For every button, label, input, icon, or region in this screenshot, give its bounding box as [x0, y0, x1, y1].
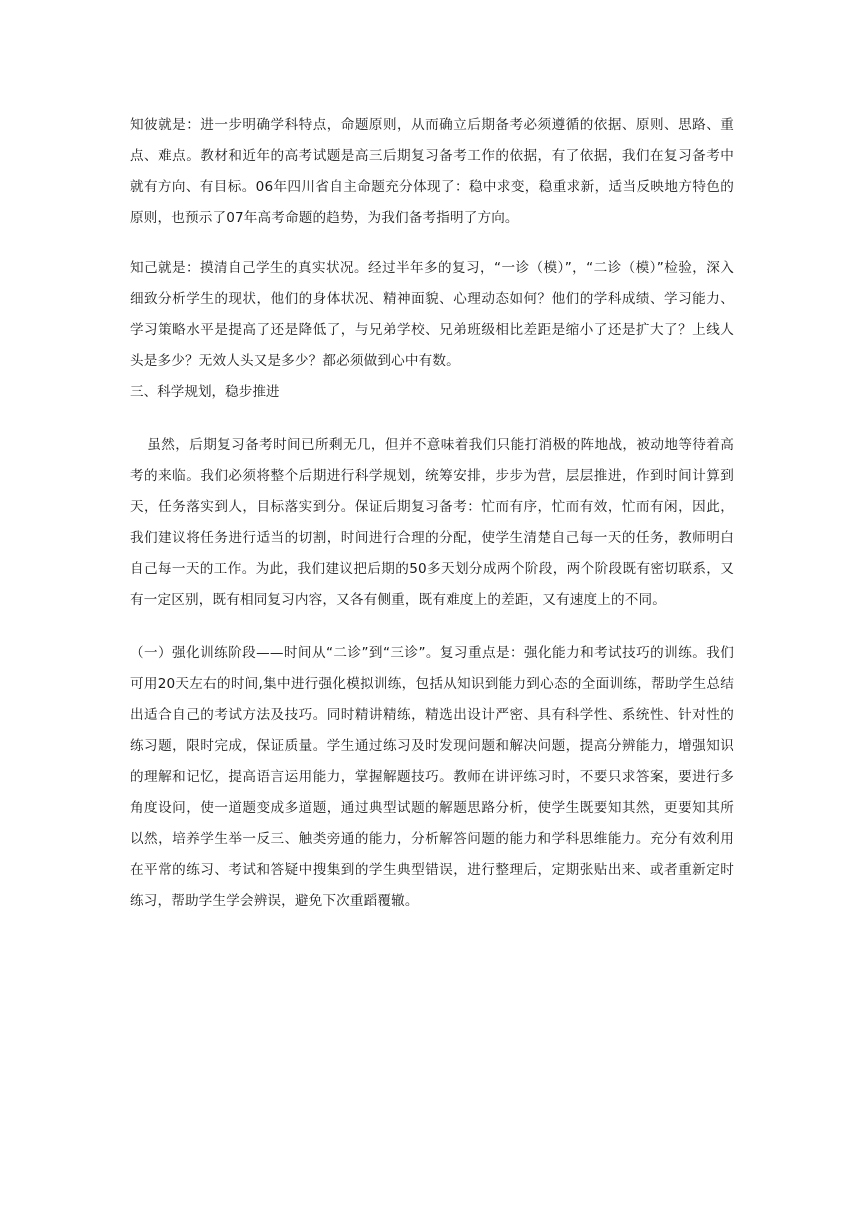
paragraph-know-self: 知己就是：摸清自己学生的真实状况。经过半年多的复习，“一诊（模）”，“二诊（模）”检验，深入细致分析学生的现状，他们的身体状况、精神面貌、心理动态如何？他们的学科成绩、学习能力、学习策略水平是提高了还是降低了，与兄弟学校、兄弟班级相比差距是缩小了还是扩大了？上线人头是多少？无效人头又是多少？都必须做到心中有数。	[130, 260, 734, 369]
paragraph-intensive-training-stage: （一）强化训练阶段——时间从“二诊”到“三诊”。复习重点是：强化能力和考试技巧的训练。我们可用20天左右的时间,集中进行强化模拟训练，包括从知识到能力到心态的全面训练，帮助学生总结出适合自己的考试方法及技巧。同时精讲精练，精选出设计严密、具有科学性、系统性、针对性的练习题，限时完成，保证质量。学生通过练习及时发现问题和解决问题，提高分辨能力，增强知识的理解和记忆，提高语言运用能力，掌握解题技巧。教师在讲评练习时，不要只求答案，要进行多角度设问，使一道题变成多道题，通过典型试题的解题思路分析，使学生既要知其然，更要知其所以然，培养学生举一反三、触类旁通的能力，分析解答问题的能力和学科思维能力。充分有效利用在平常的练习、考试和答疑中搜集到的学生典型错误，进行整理后，定期张贴出来、或者重新定时练习，帮助学生学会辨误，避免下次重蹈覆辙。	[130, 645, 734, 909]
section-heading-3: 三、科学规划，稳步推进	[130, 384, 280, 400]
document-body	[130, 110, 734, 917]
paragraph-know-others: 知彼就是：进一步明确学科特点，命题原则，从而确立后期备考必须遵循的依据、原则、思路、重点、难点。教材和近年的高考试题是高三后期复习备考工作的依据，有了依据，我们在复习备考中就有方向、有目标。06年四川省自主命题充分体现了：稳中求变，稳重求新，适当反映地方特色的原则，也预示了07年高考命题的趋势，为我们备考指明了方向。	[130, 117, 734, 226]
paragraph-scientific-planning: 虽然，后期复习备考时间已所剩无几，但并不意味着我们只能打消极的阵地战，被动地等待着高考的来临。我们必须将整个后期进行科学规划，统筹安排，步步为营，层层推进，作到时间计算到天，任务落实到人，目标落实到分。保证后期复习备考：忙而有序，忙而有效，忙而有闲，因此，我们建议将任务进行适当的切割，时间进行合理的分配，使学生清楚自己每一天的任务，教师明白自己每一天的工作。为此，我们建议把后期的50多天划分成两个阶段，两个阶段既有密切联系，又有一定区别，既有相同复习内容，又各有侧重，既有难度上的差距，又有速度上的不同。	[130, 437, 734, 608]
